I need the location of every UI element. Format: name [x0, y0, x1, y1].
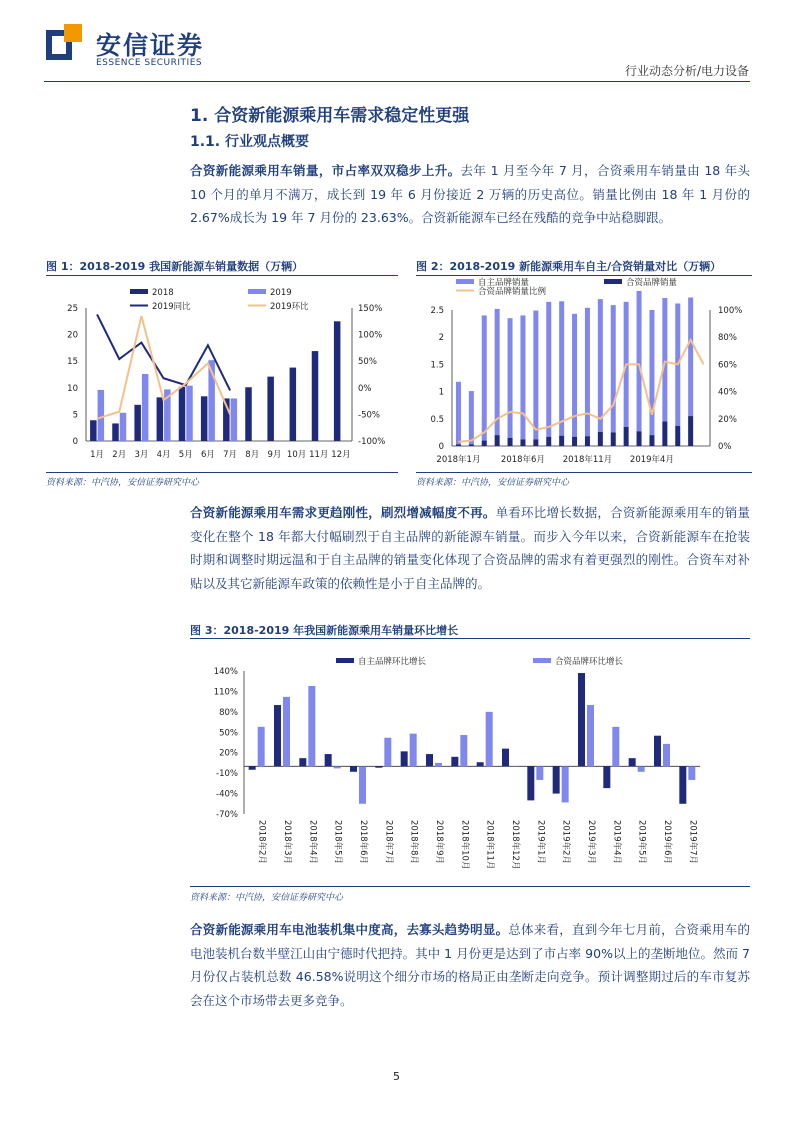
fig1-source: 资料来源：中汽协，安信证券研究中心	[46, 478, 200, 488]
fig1-chart	[46, 280, 398, 470]
fig2-bar-jv	[649, 435, 654, 446]
fig2-bar-domestic	[546, 302, 551, 437]
fig3-ytick: 110%	[213, 687, 238, 698]
fig3-bar-domestic	[401, 751, 408, 766]
fig2-bottom-rule	[416, 472, 752, 473]
fig2-xtick: 2018年6月	[500, 455, 545, 465]
fig2-ytick-right: 60%	[718, 360, 737, 371]
fig3-bar-domestic	[578, 673, 585, 766]
fig3-xtick: 2018年6月	[358, 820, 368, 865]
fig3-xtick: 2019年1月	[535, 820, 546, 865]
fig3-ytick: -70%	[216, 810, 238, 820]
fig3-bar-domestic	[629, 758, 636, 766]
fig2-bar-domestic	[637, 291, 642, 431]
fig2-title: 图 2：2018-2019 新能源乘用车自主/合资销量对比（万辆）	[416, 260, 722, 273]
fig2-ytick-left: 1	[438, 387, 444, 398]
fig1-bar-2018	[90, 420, 97, 441]
fig2-ytick-right: 0%	[718, 442, 732, 452]
fig2-bar-jv	[688, 416, 693, 446]
fig3-bar-domestic	[350, 766, 357, 771]
fig3-legend-jv-swatch	[533, 658, 551, 663]
fig2-legend-jv-swatch	[604, 279, 622, 284]
fig2-bar-domestic	[572, 314, 577, 437]
fig1-bar-2019	[231, 398, 238, 441]
fig1-legend-2019-label: 2019	[270, 288, 292, 298]
fig1-bar-2018	[312, 351, 319, 441]
fig3-xtick: 2018年4月	[307, 820, 318, 865]
fig1-xtick: 3月	[134, 450, 149, 460]
fig1-xtick: 11月	[309, 450, 329, 460]
fig1-ytick-left: 0	[72, 437, 78, 447]
paragraph-2-lead: 合资新能源乘用车需求更趋刚性，刷烈增减幅度不再。	[190, 505, 496, 520]
fig3-bar-domestic	[299, 758, 306, 766]
fig2-bar-domestic	[482, 315, 487, 440]
fig1-xtick: 7月	[223, 450, 238, 460]
fig2-bar-domestic	[598, 299, 603, 432]
fig1-bar-2018	[179, 387, 186, 441]
essence-logo-icon	[46, 24, 82, 60]
fig3-ytick: 80%	[219, 707, 238, 718]
fig2-bar-domestic	[649, 310, 654, 435]
fig3-chart	[190, 641, 750, 885]
fig3-xtick: 2019年7月	[687, 820, 698, 865]
fig2-ytick-left: 0.5	[430, 414, 444, 425]
fig3-bar-jv	[334, 766, 341, 768]
fig2-bar-jv	[482, 441, 487, 446]
fig3-bar-jv	[384, 738, 391, 767]
fig3-bar-jv	[460, 735, 467, 766]
fig1-ytick-right: 150%	[358, 304, 383, 314]
fig3-ytick: 20%	[219, 748, 238, 759]
fig2-bar-jv	[469, 444, 474, 446]
fig2-xtick: 2019年4月	[629, 455, 674, 465]
fig3-bar-jv	[410, 734, 417, 767]
fig2-bar-domestic	[456, 382, 461, 445]
fig3-bar-domestic	[654, 736, 661, 767]
fig2-bar-jv	[559, 436, 564, 446]
fig1-bar-2018	[267, 377, 274, 441]
brand-name-en: ESSENCE SECURITIES	[96, 58, 203, 68]
fig3-xtick: 2019年4月	[611, 820, 622, 865]
fig3-ytick: -10%	[216, 769, 238, 780]
fig3-bar-jv	[638, 766, 645, 771]
fig2-bar-jv	[546, 437, 551, 446]
fig3-xtick: 2018年10月	[459, 820, 470, 870]
paragraph-3	[190, 918, 750, 1012]
fig3-bar-jv	[359, 766, 366, 803]
fig1-xtick: 6月	[200, 450, 215, 460]
fig2-legend-domestic-swatch	[456, 279, 474, 284]
fig2-bar-domestic	[559, 301, 564, 435]
fig3-ytick: -40%	[216, 789, 238, 800]
fig2-bar-jv	[598, 432, 603, 446]
fig3-xtick: 2019年3月	[586, 820, 596, 865]
fig2-bar-jv	[624, 427, 629, 446]
fig1-bottom-rule	[46, 472, 398, 473]
fig3-rule	[190, 638, 750, 639]
fig2-ytick-right: 80%	[718, 333, 737, 344]
fig3-xtick: 2018年12月	[510, 820, 520, 870]
fig3-bar-jv	[308, 686, 315, 766]
fig3-title: 图 3：2018-2019 年我国新能源乘用车销量环比增长	[190, 624, 459, 637]
fig3-xtick: 2019年5月	[636, 820, 647, 865]
fig3-bottom-rule	[190, 886, 750, 887]
fig3-xtick: 2018年9月	[434, 820, 444, 865]
fig3-bar-domestic	[477, 762, 484, 766]
subsection-heading: 1.1. 行业观点概要	[190, 134, 309, 150]
fig3-bar-domestic	[274, 705, 281, 766]
header-divider	[44, 81, 750, 82]
fig3-bar-domestic	[527, 766, 534, 800]
fig2-ytick-left: 2.5	[430, 306, 444, 316]
fig3-bar-jv	[258, 727, 265, 766]
fig1-legend-yoy-label: 2019同比	[152, 302, 191, 312]
fig3-legend-jv-label: 合资品牌环比增长	[555, 657, 624, 667]
fig1-ytick-right: -50%	[358, 410, 380, 421]
fig2-bar-jv	[637, 431, 642, 446]
fig2-bar-domestic	[469, 391, 474, 444]
paragraph-2	[190, 501, 750, 595]
fig1-ytick-right: -100%	[358, 437, 386, 447]
fig2-ytick-right: 20%	[718, 414, 737, 425]
paragraph-1-body: 去年 1 月至今年 7 月，合资乘用车销量由 18 年头 10 个月的单月不满万，成长到 19 年 6 月份接近 2 万辆的历史高位。销量比例由 18 年 1 月份的 2.67%成长为 19 年 7 月份的 23.63%。合资新能源车已经在残酷的竞争中站稳脚跟。	[190, 163, 750, 225]
fig1-xtick: 8月	[245, 450, 260, 460]
fig2-ytick-left: 0	[438, 442, 444, 452]
fig3-bar-domestic	[375, 766, 382, 767]
fig2-bar-jv	[675, 426, 680, 446]
fig3-bar-jv	[688, 766, 695, 780]
fig3-xtick: 2018年3月	[282, 820, 292, 865]
fig3-bar-jv	[536, 766, 543, 780]
fig2-bar-domestic	[611, 305, 616, 432]
fig3-xtick: 2018年11月	[484, 820, 495, 870]
fig3-bar-jv	[612, 727, 619, 766]
fig1-legend-2018-swatch	[130, 289, 148, 294]
fig1-xtick: 10月	[286, 450, 307, 460]
fig1-legend-2018-label: 2018	[152, 288, 174, 298]
fig2-bar-jv	[495, 435, 500, 446]
page-number: 5	[393, 1070, 400, 1083]
fig2-bar-jv	[585, 436, 590, 446]
fig1-xtick: 1月	[90, 450, 105, 460]
fig1-bar-2018	[245, 387, 252, 441]
fig3-bar-jv	[511, 766, 518, 767]
fig1-bar-2018	[334, 321, 341, 441]
fig1-ytick-left: 25	[67, 304, 78, 314]
fig2-bar-domestic	[508, 318, 513, 438]
fig1-rule	[46, 275, 398, 276]
fig2-legend-domestic-label: 自主品牌销量	[478, 278, 530, 288]
fig1-bar-2019	[186, 386, 193, 441]
fig1-ytick-right: 50%	[358, 357, 377, 368]
fig2-bar-domestic	[533, 311, 538, 440]
fig3-xtick: 2018年5月	[332, 820, 343, 865]
fig2-source: 资料来源：中汽协，安信证券研究中心	[416, 478, 570, 488]
paragraph-3-body: 总体来看，直到今年七月前，合资乘用车的电池装机台数半壁江山由宁德时代把持。其中 1 月份更是达到了市占率 90%以上的垄断地位。然而 7 月份仅占装机总数 46.58%说明这个细分市场的格局正由垄断走向竞争。预计调整期过后的车市复苏会在这个市场带去更多竞争。	[190, 922, 750, 1008]
fig3-bar-domestic	[502, 749, 509, 767]
fig2-bar-domestic	[662, 298, 667, 421]
fig3-bar-domestic	[325, 754, 332, 766]
fig1-bar-2018	[112, 423, 119, 441]
fig1-legend-mom-label: 2019环比	[270, 302, 309, 312]
fig3-ytick: 140%	[213, 667, 238, 677]
paragraph-1	[190, 159, 750, 230]
fig2-bar-jv	[572, 437, 577, 446]
fig1-ytick-left: 20	[67, 330, 78, 341]
fig1-xtick: 12月	[331, 450, 351, 460]
fig2-bar-jv	[508, 438, 513, 446]
fig3-bar-domestic	[451, 757, 458, 767]
fig3-bar-domestic	[603, 766, 610, 788]
fig1-xtick: 4月	[156, 450, 171, 460]
fig2-chart	[416, 276, 752, 470]
fig1-title: 图 1：2018-2019 我国新能源车销量数据（万辆）	[46, 260, 304, 273]
fig2-xtick: 2018年1月	[436, 455, 481, 465]
fig2-bar-jv	[533, 439, 538, 446]
fig3-ytick: 50%	[219, 728, 238, 739]
fig2-bar-jv	[662, 422, 667, 446]
fig1-bar-2018	[157, 397, 164, 441]
fig2-ytick-right: 40%	[718, 387, 737, 398]
fig3-bar-jv	[435, 763, 442, 766]
section-heading: 1. 合资新能源乘用车需求稳定性更强	[190, 106, 470, 126]
fig2-bar-domestic	[688, 297, 693, 416]
fig1-bar-2018	[201, 396, 208, 441]
fig1-ytick-right: 0%	[358, 383, 372, 394]
fig2-legend-jv-label: 合资品牌销量	[626, 278, 678, 288]
fig2-bar-jv	[456, 444, 461, 446]
paragraph-3-lead: 合资新能源乘用车电池装机集中度高，去寡头趋势明显。	[190, 922, 509, 937]
fig1-legend-2019-swatch	[248, 289, 266, 294]
fig1-ytick-left: 5	[72, 410, 78, 421]
fig1-bar-2019	[120, 413, 127, 441]
fig2-bar-jv	[520, 439, 525, 446]
fig1-ytick-right: 100%	[358, 330, 383, 341]
fig3-bar-domestic	[249, 766, 256, 769]
fig2-bar-domestic	[520, 315, 525, 439]
fig3-bar-jv	[587, 705, 594, 766]
fig3-legend-domestic-swatch	[336, 658, 354, 663]
fig1-xtick: 2月	[112, 450, 127, 460]
fig2-legend-ratio-label: 合资品牌销量比例	[478, 287, 547, 297]
fig3-bar-domestic	[679, 766, 686, 803]
fig3-xtick: 2018年8月	[408, 820, 419, 865]
fig1-bar-2018	[290, 368, 297, 441]
fig3-bar-jv	[562, 766, 569, 802]
paragraph-2-body: 单看环比增长数据，合资新能源乘用车的销量变化在整个 18 年都大付幅刷烈于自主品牌的新能源车销量。而步入今年以来，合资新能源车在抢装时期和调整时期远温和于自主品牌的销量变化体现了合资品牌的需求有着更强烈的刚性。合资车对补贴以及其它新能源车政策的依赖性是小于自主品牌的。	[190, 505, 750, 591]
brand-name-cn: 安信证券	[96, 31, 205, 60]
fig1-ytick-left: 15	[67, 357, 78, 368]
paragraph-1-lead: 合资新能源乘用车销量，市占率双双稳步上升。	[190, 163, 461, 178]
fig3-xtick: 2019年2月	[560, 820, 571, 865]
fig1-bar-2018	[134, 405, 141, 441]
fig2-bar-domestic	[495, 309, 500, 435]
fig3-bar-jv	[486, 712, 493, 766]
fig1-bar-2019	[98, 390, 105, 441]
fig1-bar-2019	[142, 374, 149, 441]
fig3-xtick: 2018年7月	[383, 820, 394, 865]
fig1-xtick: 9月	[267, 450, 282, 460]
fig2-ytick-right: 100%	[718, 306, 743, 316]
fig3-xtick: 2018年2月	[256, 820, 267, 865]
fig2-ytick-left: 1.5	[430, 360, 444, 371]
fig3-bar-jv	[663, 744, 670, 766]
fig3-legend-domestic-label: 自主品牌环比增长	[358, 657, 427, 667]
fig2-bar-domestic	[585, 308, 590, 436]
fig2-xtick: 2018年11月	[562, 455, 613, 465]
fig2-ytick-left: 2	[438, 333, 444, 344]
fig1-ytick-left: 10	[67, 383, 78, 394]
fig3-xtick: 2019年6月	[662, 820, 672, 865]
fig3-bar-domestic	[553, 766, 560, 793]
fig2-bar-jv	[611, 432, 616, 446]
fig3-bar-domestic	[426, 754, 433, 766]
fig1-xtick: 5月	[178, 450, 193, 460]
fig3-source: 资料来源：中汽协，安信证券研究中心	[190, 893, 344, 903]
report-section: 行业动态分析/电力设备	[624, 64, 749, 78]
fig3-bar-jv	[283, 697, 290, 766]
